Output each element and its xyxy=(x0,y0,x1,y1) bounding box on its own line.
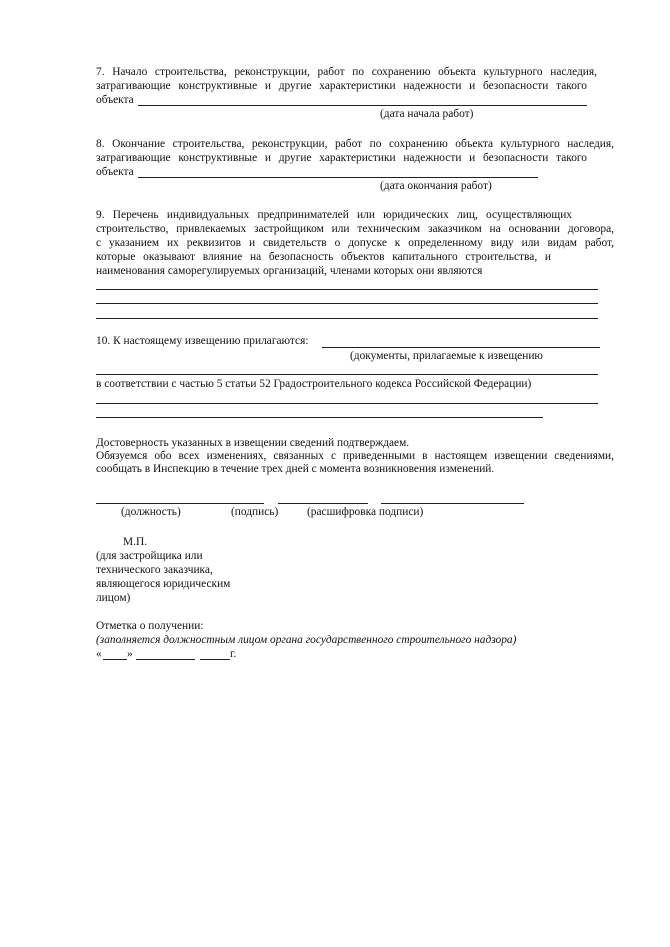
signature-caption: (подпись) xyxy=(231,506,279,518)
receipt-title: Отметка о получении: xyxy=(96,620,204,632)
item7-line2: затрагивающие конструктивные и другие характеристики надежности и безопасности такого xyxy=(96,80,587,92)
item9-line1: 9. Перечень индивидуальных предпринимателей или юридических лиц, осуществляющих xyxy=(96,209,572,221)
item10-fill-line-2[interactable] xyxy=(96,374,598,375)
receipt-note: (заполняется должностным лицом органа государственного строительного надзора) xyxy=(96,634,517,646)
signature-field-line[interactable] xyxy=(278,503,368,504)
confirm-line1: Достоверность указанных в извещении сведений подтверждаем. xyxy=(96,437,410,449)
item10-line2: в соответствии с частью 5 статьи 52 Градостроительного кодекса Российской Федерации) xyxy=(96,378,532,390)
item7-line1: 7. Начало строительства, реконструкции, работ по сохранению объекта культурного наследия, xyxy=(96,66,597,78)
position-caption: (должность) xyxy=(121,506,181,518)
item8-line1: 8. Окончание строительства, реконструкции, работ по сохранению объекта культурного наследия, xyxy=(96,138,614,150)
item8-caption: (дата окончания работ) xyxy=(380,180,492,192)
receipt-day-field-line[interactable] xyxy=(103,659,127,660)
item9-line3: с указанием их реквизитов и свидетельств о допуске к определенному виду или видам работ, xyxy=(96,237,614,249)
item7-fill-line[interactable] xyxy=(138,105,587,106)
signature-decode-field-line[interactable] xyxy=(381,503,524,504)
item9-fill-line-3[interactable] xyxy=(96,318,598,319)
item8-fill-line[interactable] xyxy=(138,177,538,178)
item10-caption: (документы, прилагаемые к извещению xyxy=(350,350,543,362)
confirm-line3: сообщать в Инспекцию в течение трех дней с момента возникновения изменений. xyxy=(96,463,495,475)
receipt-month-field-line[interactable] xyxy=(136,659,195,660)
signature-decode-caption: (расшифровка подписи) xyxy=(307,506,424,518)
stamp-line1: (для застройщика или xyxy=(96,550,203,562)
receipt-date-close-quote: » xyxy=(127,648,133,660)
stamp-line2: технического заказчика, xyxy=(96,564,213,576)
item9-line5: наименования саморегулируемых организаций, членами которых они являются xyxy=(96,265,483,277)
confirm-line2: Обязуемся обо всех изменениях, связанных с приведенными в настоящем извещении сведениями, xyxy=(96,450,614,462)
item8-line3: объекта xyxy=(96,166,134,178)
item9-line4: которые оказывают влияние на безопасность объектов капитального строительства, и xyxy=(96,251,551,263)
receipt-date-open-quote: « xyxy=(96,648,102,660)
position-field-line[interactable] xyxy=(96,503,264,504)
item9-fill-line-1[interactable] xyxy=(96,289,598,290)
receipt-year-field-line[interactable] xyxy=(200,659,230,660)
stamp-line3: являющегося юридическим xyxy=(96,578,231,590)
stamp-line4: лицом) xyxy=(96,592,131,604)
item10-fill-line-3[interactable] xyxy=(96,403,598,404)
item7-caption: (дата начала работ) xyxy=(380,108,474,120)
item9-line2: строительство, привлекаемых застройщиком или техническим заказчиком на основании договора, xyxy=(96,223,614,235)
item10-fill-line-4[interactable] xyxy=(96,417,543,418)
receipt-year-suffix: г. xyxy=(230,648,237,660)
item7-line3: объекта xyxy=(96,94,134,106)
item8-line2: затрагивающие конструктивные и другие характеристики надежности и безопасности такого xyxy=(96,152,587,164)
item10-fill-line[interactable] xyxy=(322,347,600,348)
item10-line1: 10. К настоящему извещению прилагаются: xyxy=(96,335,309,347)
stamp-mp: М.П. xyxy=(123,536,148,548)
item9-fill-line-2[interactable] xyxy=(96,303,598,304)
